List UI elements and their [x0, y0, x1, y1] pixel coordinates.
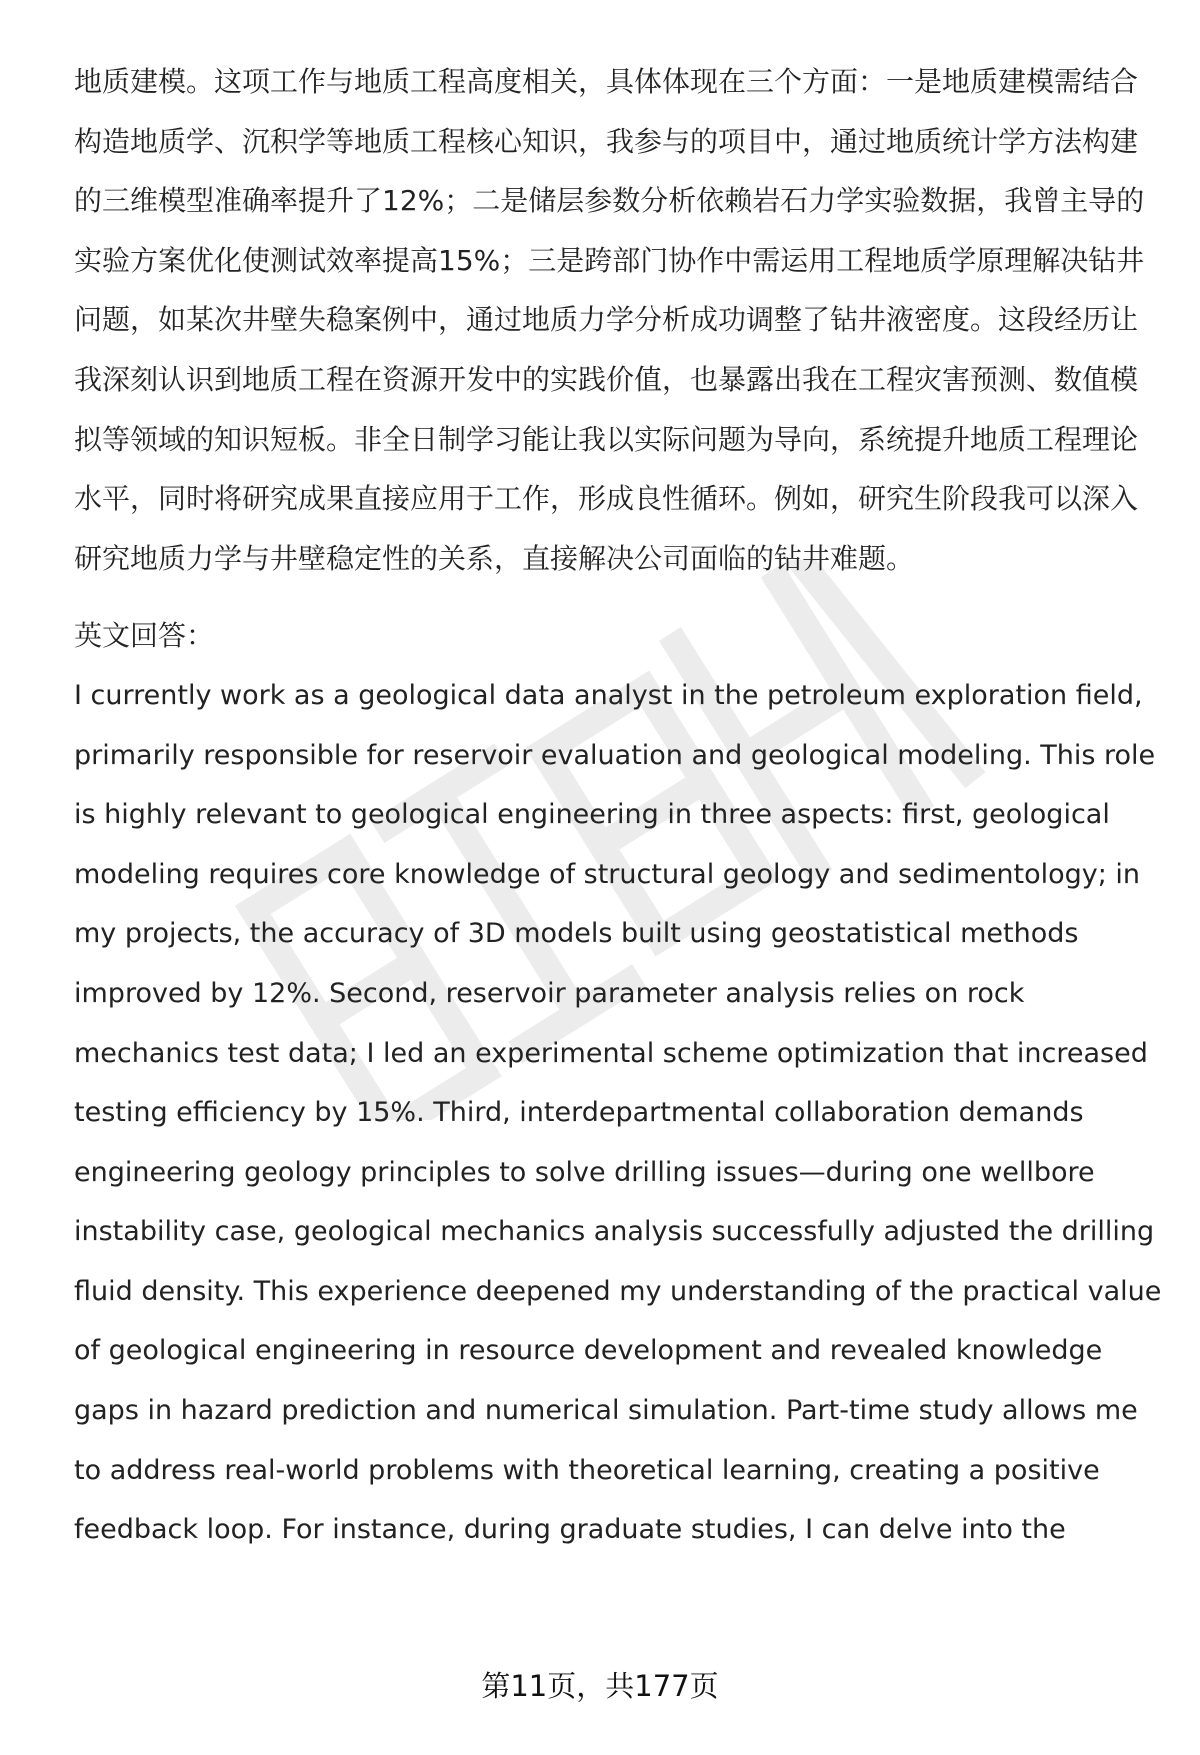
english-answer-paragraph: I currently work as a geological data analyst in the petroleum exploration field, primarily responsible for reservoir evaluation and geological modeling. This role is highly relevant to geological engineering in three aspects: first, geological modeling requires core knowledge of structural geology and sedimentology; in my projects, the accuracy of 3D models built using geostatistical methods improved by 12%. Second, reservoir parameter analysis relies on rock mechanics test data; I led an experimental scheme optimization that increased testing efficiency by 15%. Third, interdepartmental collaboration demands engineering geology principles to solve drilling issues—during one wellbore instability case, geological mechanics analysis successfully adjusted the drilling fluid density. This experience deepened my understanding of the practical value of geological engineering in resource development and revealed knowledge gaps in hazard prediction and numerical simulation. Part-time study allows me to address real-world problems with theoretical learning, creating a positive feedback loop. For instance, during graduate studies, I can delve into the: [74, 679, 1162, 1546]
document-content: [74, 52, 1164, 1560]
english-answer-heading: 英文回答：: [74, 619, 215, 653]
chinese-answer-paragraph: 地质建模。这项工作与地质工程高度相关，具体体现在三个方面：一是地质建模需结合构造地质学、沉积学等地质工程核心知识，我参与的项目中，通过地质统计学方法构建的三维模型准确率提升了12%；二是储层参数分析依赖岩石力学实验数据，我曾主导的实验方案优化使测试效率提高15%；三是跨部门协作中需运用工程地质学原理解决钻井问题，如某次井壁失稳案例中，通过地质力学分析成功调整了钻井液密度。这段经历让我深刻认识到地质工程在资源开发中的实践价值，也暴露出我在工程灾害预测、数值模拟等领域的知识短板。非全日制学习能让我以实际问题为导向，系统提升地质工程理论水平，同时将研究成果直接应用于工作，形成良性循环。例如，研究生阶段我可以深入研究地质力学与井壁稳定性的关系，直接解决公司面临的钻井难题。: [74, 65, 1145, 575]
page-number-footer: 第11页，共177页: [481, 1669, 719, 1703]
